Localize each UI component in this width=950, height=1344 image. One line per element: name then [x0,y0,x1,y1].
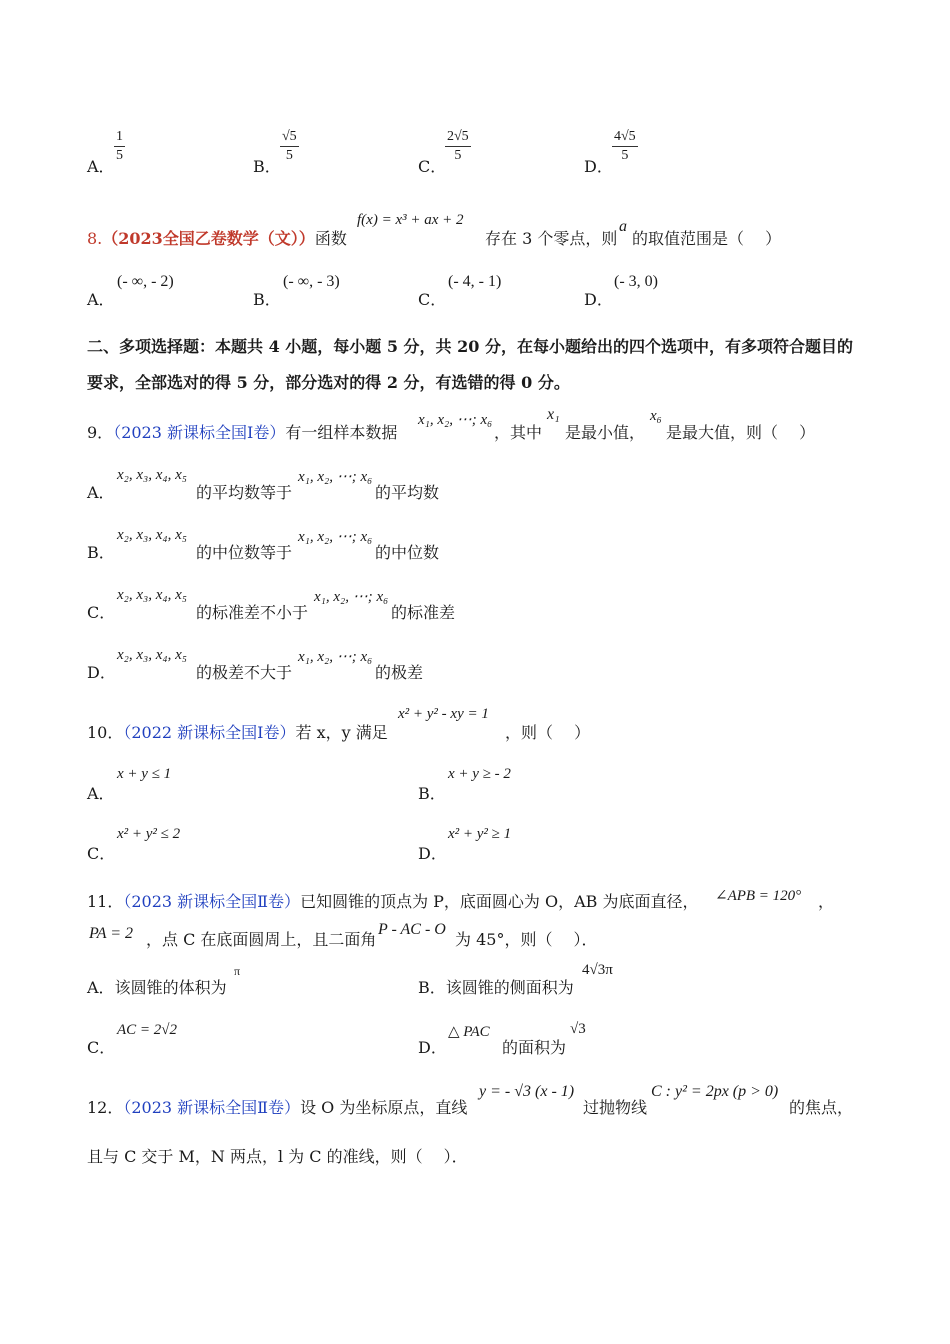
q11-option-b-value: 4√3π [582,962,613,978]
q10-option-d-value: x² + y² ≥ 1 [448,826,512,842]
q11-text-d: 为 45°，则（ ）． [455,930,598,949]
q10-option-d-label: D． [418,844,447,863]
q9-option-b-right: x₁, x₂, ⋯; x₆ [298,529,373,545]
q9-option-b-mid: 的中位数等于 [196,543,293,562]
q11-option-d-label: D． [418,1038,447,1057]
q9-source: （2023 新课标全国Ⅰ卷） [113,423,286,442]
q9-data-set: x₁, x₂, ⋯; x₆ [418,412,493,428]
q11-option-d-value: △ PAC [448,1024,490,1040]
q8-formula: f(x) = x³ + ax + 2 [357,212,464,228]
q11-option-d-text: 的面积为 [502,1038,567,1057]
q8-option-b-value: (- ∞, - 3) [283,273,340,290]
q12-source: （2023 新课标全国Ⅱ卷） [123,1098,301,1117]
q11-source: （2023 新课标全国Ⅱ卷） [123,892,301,911]
question-8 [87,226,347,249]
q8-option-a-value: (- ∞, - 2) [117,273,174,290]
q9-option-c-label: C． [87,603,116,622]
q12-line-equation: y = - √3 (x - 1) [479,1083,575,1100]
q9-option-a-right: x₁, x₂, ⋯; x₆ [298,469,373,485]
q10-option-c-label: C． [87,844,116,863]
q9-option-a-mid: 的平均数等于 [196,483,293,502]
q11-option-a-label: A． [87,978,115,997]
q11-text-b: ， [818,892,835,911]
q7-option-a-label: A． [87,157,115,176]
q9-option-c-right: x₁, x₂, ⋯; x₆ [314,589,389,605]
q11-option-c-label: C． [87,1038,116,1057]
q11-option-b-label: B． [418,978,446,997]
q7-option-d-fraction [612,128,638,165]
q9-option-d-mid: 的极差不大于 [196,663,293,682]
q9-option-d-right: x₁, x₂, ⋯; x₆ [298,649,373,665]
q7-a-num: 1 [114,128,125,147]
q8-text-b: 存在 3 个零点，则 [485,229,618,248]
q7-option-d-label: D． [584,157,613,176]
q12-text-b: 过抛物线 [583,1098,648,1117]
q11-option-d-value2: √3 [570,1021,586,1037]
q11-option-c-value: AC = 2√2 [117,1022,178,1038]
q9-text-d: 是最大值，则（ ） [666,423,816,442]
q9-min-var: x₁ [547,406,560,423]
q8-option-c-value: (- 4, - 1) [448,273,502,290]
q11-option-a-text: 该圆锥的体积为 [114,978,227,997]
section-2-heading-line2: 要求，全部选对的得 5 分，部分选对的得 2 分，有选错的得 0 分。 [87,373,570,392]
q11-text-c: ，点 C 在底面圆周上，且二面角 [146,930,377,949]
q7-option-a-fraction [114,128,125,165]
q9-option-c-left: x₂, x₃, x₄, x₅ [117,587,187,603]
q8-option-a-label: A． [87,290,115,309]
q8-option-b-label: B． [253,290,281,309]
q10-text-b: ，则（ ） [505,723,591,742]
q7-d-num: 4√5 [612,128,638,147]
section-2-heading-line1: 二、多项选择题：本题共 4 小题，每小题 5 分，共 20 分，在每小题给出的四个选项中，有多项符合题目的 [87,337,853,356]
q9-max-var: x₆ [650,408,662,424]
q7-a-den: 5 [116,148,123,163]
q10-formula: x² + y² - xy = 1 [398,706,489,722]
q8-number: 8. [87,229,103,248]
q11-number: 11． [87,892,124,911]
q10-option-a-value: x + y ≤ 1 [117,766,172,782]
q9-number: 9． [87,423,114,442]
q7-option-b-fraction [280,128,299,165]
q8-option-c-label: C． [418,290,447,309]
question-9 [87,420,397,443]
q8-option-d-label: D． [584,290,613,309]
q10-option-b-label: B． [418,784,446,803]
q7-option-b-label: B． [253,157,281,176]
q12-line2: 且与 C 交于 M，N 两点，l 为 C 的准线，则（ ）． [87,1147,468,1166]
question-12 [87,1095,467,1118]
q11-option-a-value: π [234,964,241,978]
q7-c-den: 5 [454,148,462,163]
q11-option-b [418,975,574,998]
q9-text-a: 有一组样本数据 [285,423,398,442]
q7-option-c-fraction [445,128,471,165]
q8-option-d-value: (- 3, 0) [614,273,658,290]
q9-text-b: ，其中 [494,423,543,442]
q9-option-c-end: 的标准差 [391,603,456,622]
q12-parabola: C : y² = 2px (p > 0) [651,1083,779,1100]
q9-option-c-mid: 的标准差不小于 [196,603,309,622]
q10-option-b-value: x + y ≥ - 2 [448,766,511,782]
q10-number: 10． [87,723,124,742]
q11-dihedral: P - AC - O [378,921,446,938]
q7-b-num: √5 [280,128,299,147]
q8-text-c: 的取值范围是（ ） [632,229,782,248]
q12-text-a: 设 O 为坐标原点，直线 [300,1098,468,1117]
q9-option-b-end: 的中位数 [375,543,440,562]
q9-text-c: 是最小值， [565,423,646,442]
q10-source: （2022 新课标全国Ⅰ卷） [123,723,296,742]
q9-option-d-label: D． [87,663,116,682]
q7-b-den: 5 [285,148,293,163]
q9-option-d-end: 的极差 [375,663,424,682]
q10-text-a: 若 x，y 满足 [295,723,388,742]
q7-d-den: 5 [621,148,629,163]
q12-number: 12． [87,1098,124,1117]
question-11 [87,889,699,912]
q10-option-a-label: A． [87,784,115,803]
q9-option-b-label: B． [87,543,115,562]
q11-option-b-text: 该圆锥的侧面积为 [445,978,574,997]
q7-option-c-label: C． [418,157,447,176]
q7-c-num: 2√5 [445,128,471,147]
q11-angle: ∠APB = 120° [715,888,802,904]
q9-option-a-left: x₂, x₃, x₄, x₅ [117,467,187,483]
q8-text-a: 函数 [314,229,347,248]
q8-var-a: a [619,218,627,235]
q12-text-c: 的焦点， [789,1098,854,1117]
q10-option-c-value: x² + y² ≤ 2 [117,826,181,842]
q9-option-b-left: x₂, x₃, x₄, x₅ [117,527,187,543]
q8-source: （2023全国乙卷数学（文）） [102,229,315,248]
q9-option-a-end: 的平均数 [375,483,440,502]
q11-option-a [87,975,227,998]
q9-option-a-label: A． [87,483,115,502]
question-10 [87,720,388,743]
q9-option-d-left: x₂, x₃, x₄, x₅ [117,647,187,663]
q11-text-a: 已知圆锥的顶点为 P，底面圆心为 O，AB 为底面直径， [300,892,699,911]
q11-pa: PA = 2 [89,925,133,942]
